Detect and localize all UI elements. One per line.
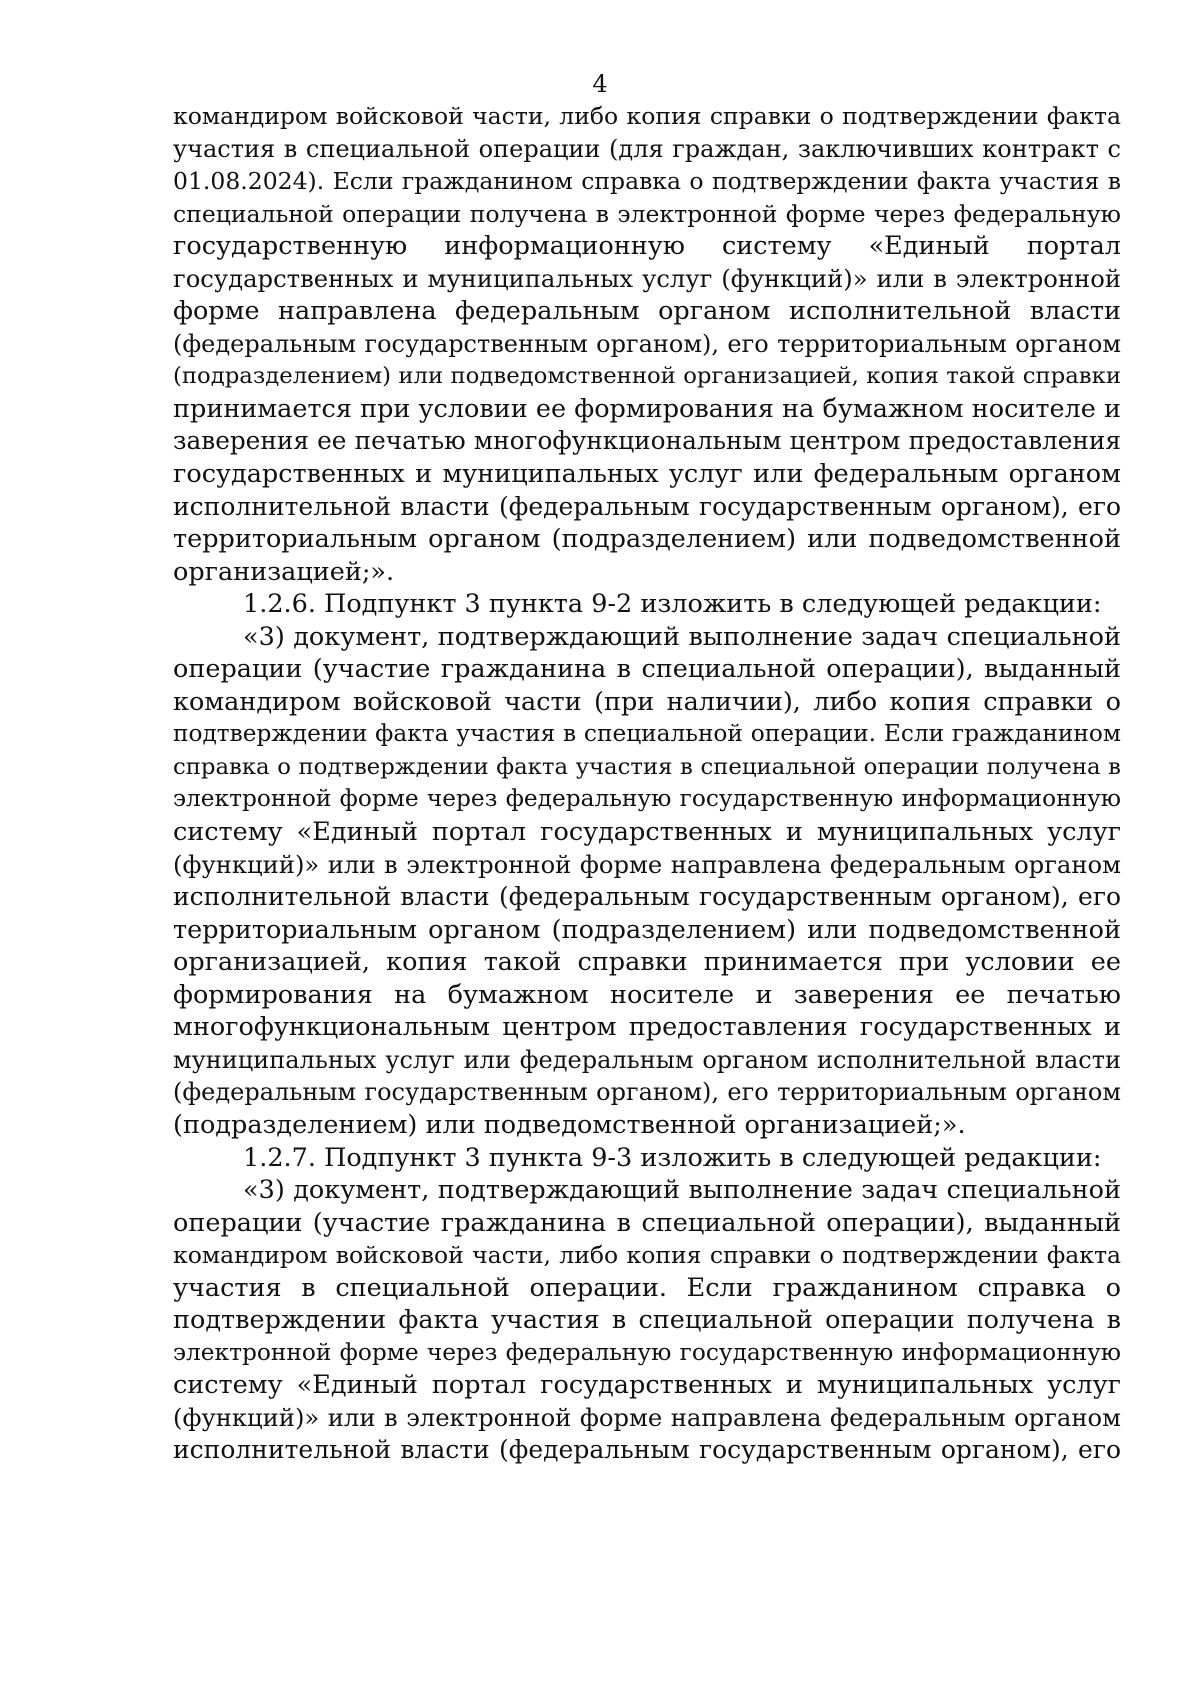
text-line: (функций)» или в электронной форме направлена федеральным органом <box>173 849 1121 879</box>
text-line: муниципальных услуг или федеральным органом исполнительной власти <box>173 1045 1121 1074</box>
text-line: командиром войсковой части, либо копия справки о подтверждении факта <box>173 102 1121 130</box>
text-line: систему «Единый портал государственных и муниципальных услуг <box>173 817 1121 848</box>
text-line: командиром войсковой части (при наличии), либо копия справки о <box>173 686 1121 717</box>
text-line: принимается при условии ее формирования на бумажном носителе и <box>173 393 1121 424</box>
text-line: исполнительной власти (федеральным государственным органом), его <box>173 1435 1121 1465</box>
text-line: 1.2.7. Подпункт 3 пункта 9-3 изложить в следующей редакции: <box>243 1142 1102 1173</box>
text-line: организацией, копия такой справки принимается при условии ее <box>173 947 1121 978</box>
text-line: участия в специальной операции (для граждан, заключивших контракт с <box>173 134 1121 163</box>
document-body <box>173 100 1121 1467</box>
text-line: территориальным органом (подразделением) или подведомственной <box>173 524 1121 555</box>
text-line: участия в специальной операции. Если гражданином справка о <box>173 1272 1121 1303</box>
text-line: форме направлена федеральным органом исполнительной власти <box>173 296 1121 327</box>
text-line: исполнительной власти (федеральным государственным органом), его <box>173 882 1121 912</box>
text-line: государственных и муниципальных услуг или федеральным органом <box>173 459 1121 490</box>
text-line: подтверждении факта участия в специальной операции получена в <box>173 1305 1121 1336</box>
text-line: систему «Единый портал государственных и муниципальных услуг <box>173 1370 1121 1401</box>
text-line: многофункциональным центром предоставления государственных и <box>173 1012 1121 1043</box>
text-line: 1.2.6. Подпункт 3 пункта 9-2 изложить в следующей редакции: <box>243 589 1102 620</box>
text-line: (подразделением) или подведомственной организацией, копия такой справки <box>173 363 1121 390</box>
text-line: 01.08.2024). Если гражданином справка о подтверждении факта участия в <box>173 167 1121 196</box>
text-line: операции (участие гражданина в специальной операции), выданный <box>173 654 1121 685</box>
text-line: исполнительной власти (федеральным государственным органом), его <box>173 491 1121 521</box>
text-line: справка о подтверждении факта участия в специальной операции получена в <box>173 753 1121 780</box>
text-line: (федеральным государственным органом), его территориальным органом <box>173 1078 1121 1107</box>
text-line: (функций)» или в электронной форме направлена федеральным органом <box>173 1402 1121 1432</box>
text-line: (подразделением) или подведомственной организацией;». <box>173 1109 966 1140</box>
text-line: заверения ее печатью многофункциональным центром предоставления <box>173 426 1121 456</box>
text-line: (федеральным государственным органом), его территориальным органом <box>173 329 1121 358</box>
text-line: специальной операции получена в электронной форме через федеральную <box>173 199 1121 228</box>
text-line: организацией;». <box>173 556 395 587</box>
text-line: «3) документ, подтверждающий выполнение задач специальной <box>243 1175 1121 1206</box>
text-line: электронной форме через федеральную государственную информационную <box>173 1338 1121 1366</box>
text-line: подтверждении факта участия в специальной операции. Если гражданином <box>173 720 1121 748</box>
text-line: операции (участие гражданина в специальной операции), выданный <box>173 1207 1121 1238</box>
text-line: государственную информационную систему «Единый портал <box>173 231 1121 262</box>
text-line: «3) документ, подтверждающий выполнение задач специальной <box>243 621 1121 652</box>
page-number: 4 <box>592 70 608 98</box>
text-line: командиром войсковой части, либо копия справки о подтверждении факта <box>173 1241 1121 1270</box>
text-line: государственных и муниципальных услуг (функций)» или в электронной <box>173 263 1121 293</box>
text-line: территориальным органом (подразделением) или подведомственной <box>173 914 1121 945</box>
text-line: электронной форме через федеральную государственную информационную <box>173 785 1121 813</box>
text-line: формирования на бумажном носителе и заверения ее печатью <box>173 979 1121 1010</box>
